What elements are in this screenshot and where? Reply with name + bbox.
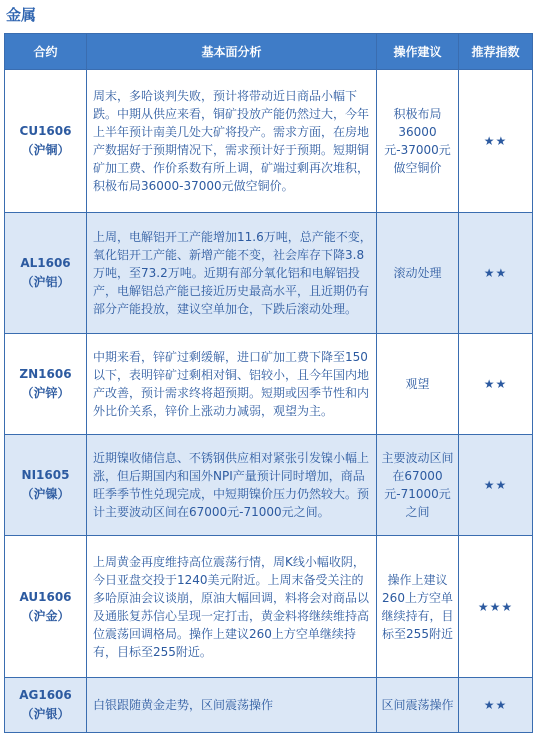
contract-cell (5, 536, 87, 678)
table-row (5, 213, 533, 334)
contract-cell (5, 435, 87, 536)
rating-stars: ★★ (459, 435, 533, 536)
analysis-cell: 上周，电解铝开工产能增加11.6万吨，总产能不变，氧化铝开工产能、新增产能不变，社会库存下降3.8万吨，至73.2万吨。近期有部分氧化铝和电解铝投产，电解铝总产能已接近历史最高水平，且近期仍有部分产能投放，建议空单加仓，下跌后滚动处理。 (87, 213, 377, 334)
table-row (5, 536, 533, 678)
table-header-row (5, 34, 533, 70)
table-row (5, 334, 533, 435)
contract-cell (5, 678, 87, 733)
rating-stars: ★★ (459, 678, 533, 733)
contract-cell (5, 334, 87, 435)
page-title: 金属 (6, 6, 37, 24)
analysis-cell: 白银跟随黄金走势，区间震荡操作 (87, 678, 377, 733)
contract-code: AU1606 (19, 589, 72, 604)
contract-name: （沪金） (21, 608, 70, 623)
header-analysis: 基本面分析 (87, 34, 377, 70)
advice-cell: 主要波动区间在67000元-71000元之间 (377, 435, 459, 536)
table-row (5, 70, 533, 213)
advice-cell: 区间震荡操作 (377, 678, 459, 733)
contract-name: （沪铝） (21, 275, 70, 289)
contract-code: NI1605 (21, 468, 70, 482)
header-rating: 推荐指数 (459, 34, 533, 70)
header-advice: 操作建议 (377, 34, 459, 70)
advice-cell: 积极布局36000元-37000元做空铜价 (377, 70, 459, 213)
contract-name: （沪镍） (21, 487, 70, 501)
table-row (5, 435, 533, 536)
rating-stars: ★★ (459, 334, 533, 435)
advice-cell: 观望 (377, 334, 459, 435)
contract-name: （沪银） (21, 707, 70, 721)
table-row (5, 678, 533, 733)
contract-name: （沪铜） (21, 143, 70, 157)
contract-code: AL1606 (20, 256, 71, 270)
analysis-cell: 上周黄金再度维持高位震荡行情，周K线小幅收阴，今日亚盘交投于1240美元附近。上周末备受关注的多哈原油会议谈崩，原油大幅回调，料将会对商品以及通胀复苏信心呈现一定打击，黄金料将继续维持高位震荡回调格局。操作上建议260上方空单继续持有，目标至255附近。 (87, 536, 377, 678)
advice-cell: 操作上建议260上方空单继续持有，目标至255附近 (377, 536, 459, 678)
rating-stars: ★★ (459, 213, 533, 334)
advice-cell: 滚动处理 (377, 213, 459, 334)
rating-stars: ★★★ (459, 536, 533, 678)
header-contract: 合约 (5, 34, 87, 70)
analysis-cell: 周末，多哈谈判失败，预计将带动近日商品小幅下跌。中期从供应来看，铜矿投放产能仍然过大，今年上半年预计南美几处大矿将投产。需求方面，在房地产数据好于预期情况下，需求预计好于预期。短期铜矿加工费、作价系数有所上调，矿端过剩再次堆积，积极布局36000-37000元做空铜价。 (87, 70, 377, 213)
analysis-cell: 中期来看，锌矿过剩缓解，进口矿加工费下降至150以下，表明锌矿过剩相对铜、铝较小，且今年国内地产改善，预计需求终将超预期。短期或因季节性和内外比价关系，锌价上涨动力减弱，观望为主。 (87, 334, 377, 435)
contract-cell (5, 213, 87, 334)
contract-cell (5, 70, 87, 213)
rating-stars: ★★ (459, 70, 533, 213)
metals-table (4, 33, 533, 733)
analysis-cell: 近期镍收储信息、不锈钢供应相对紧张引发镍小幅上涨，但后期国内和国外NPI产量预计同时增加，商品旺季季节性兑现完成，中短期镍价压力仍然较大。预计主要波动区间在67000元-71000元之间。 (87, 435, 377, 536)
contract-name: （沪锌） (21, 386, 70, 400)
contract-code: CU1606 (19, 124, 72, 138)
contract-code: ZN1606 (19, 367, 72, 381)
contract-code: AG1606 (19, 688, 72, 702)
